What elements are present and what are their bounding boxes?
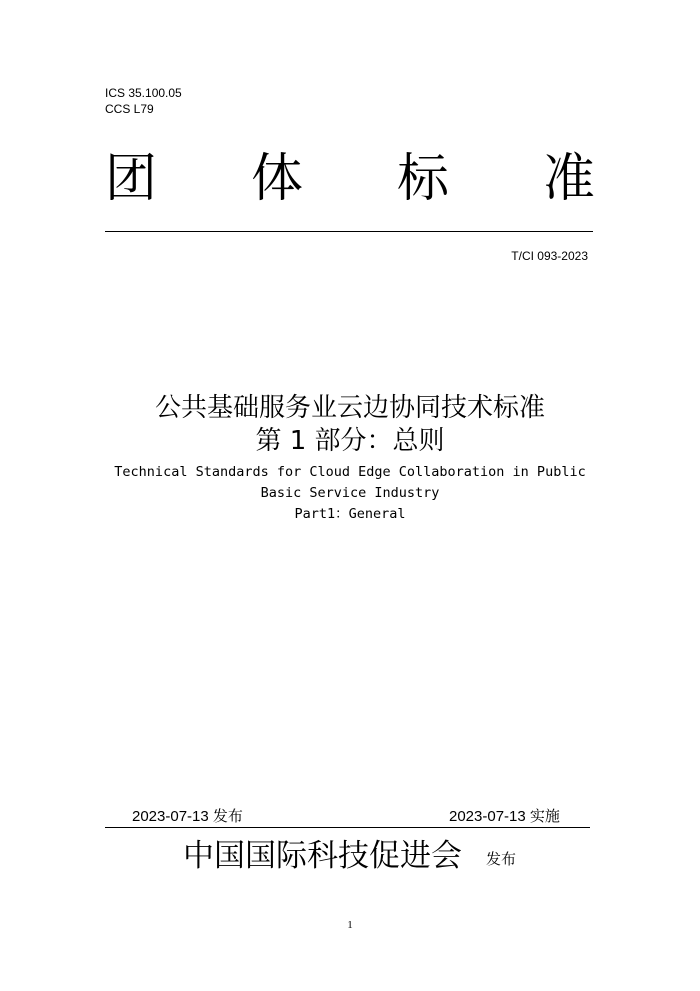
english-title <box>100 462 600 525</box>
doc-type-char-2: 体 <box>250 149 303 209</box>
document-type-title <box>105 148 595 210</box>
release-date: 2023-07-13 发布 <box>132 808 243 825</box>
header-divider <box>105 231 593 232</box>
standard-number: T/CI 093-2023 <box>511 249 588 263</box>
publisher-suffix: 发布 <box>486 850 517 868</box>
ics-code: ICS 35.100.05 <box>105 86 182 100</box>
effective-date: 2023-07-13 实施 <box>449 808 560 825</box>
english-title-line1: Technical Standards for Cloud Edge Collaboration in Public <box>114 464 586 480</box>
page-number: 1 <box>347 919 353 931</box>
doc-type-char-4: 准 <box>542 149 595 209</box>
ccs-code: CCS L79 <box>105 102 154 116</box>
chinese-title-line1: 公共基础服务业云边协同技术标准 <box>154 393 545 423</box>
chinese-title-line2: 第 1 部分：总则 <box>255 426 445 456</box>
footer-divider <box>105 827 590 828</box>
english-title-line3: Part1：General <box>294 506 406 522</box>
classification-codes <box>105 85 182 117</box>
doc-type-char-1: 团 <box>105 149 158 209</box>
english-title-line2: Basic Service Industry <box>260 485 440 501</box>
publisher-name: 中国国际科技促进会 <box>183 838 462 874</box>
doc-type-char-3: 标 <box>396 149 449 209</box>
